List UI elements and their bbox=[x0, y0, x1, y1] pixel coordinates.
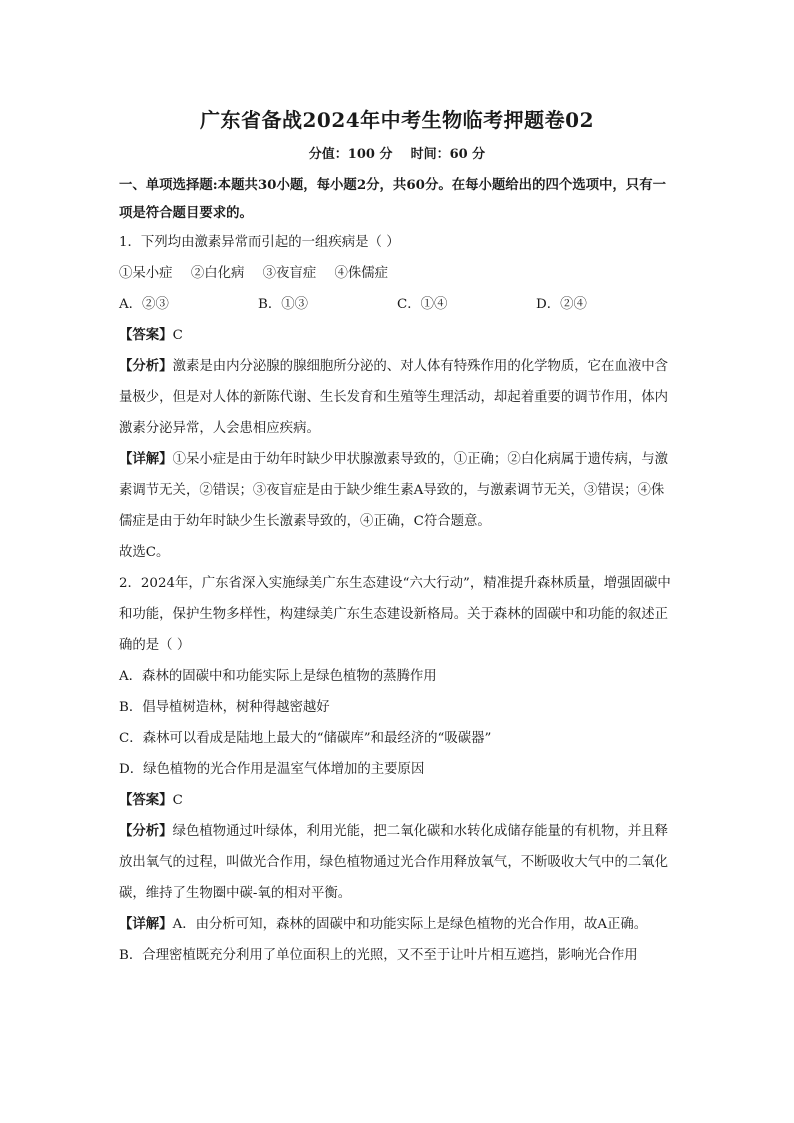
question-1-stem: 1．下列均由激素异常而引起的一组疾病是（ ） bbox=[119, 235, 400, 250]
question-2-analysis bbox=[119, 816, 675, 909]
detail-tag: 【详解】 bbox=[119, 451, 173, 467]
page-title: 广东省备战2024年中考生物临考押题卷02 bbox=[200, 108, 594, 132]
choice-item: ③夜盲症 bbox=[262, 266, 317, 281]
section-heading: 一、单项选择题:本题共30小题，每小题2分，共60分。在每小题给出的四个选项中，只有一项是符合题目要求的。 bbox=[119, 177, 666, 221]
question-1-conclusion: 故选C。 bbox=[119, 545, 170, 560]
question-2-detail bbox=[119, 909, 675, 940]
analysis-tag: 【分析】 bbox=[119, 823, 173, 839]
question-2-answer bbox=[119, 785, 675, 816]
question-1-options bbox=[119, 289, 675, 320]
option-d: D．绿色植物的光合作用是温室气体增加的主要原因 bbox=[119, 762, 425, 777]
analysis-tag: 【分析】 bbox=[119, 358, 173, 374]
analysis-text: 绿色植物通过叶绿体，利用光能，把二氧化碳和水转化成储存能量的有机物，并且释放出氧气的过程，叫做光合作用，绿色植物通过光合作用释放氧气，不断吸收大气中的二氧化碳，维持了生物圈中碳-氧的相对平衡。 bbox=[119, 824, 669, 901]
detail-text: A．由分析可知，森林的固碳中和功能实际上是绿色植物的光合作用，故A正确。 bbox=[172, 917, 648, 932]
option-a: A．②③ bbox=[119, 297, 169, 312]
analysis-text: 激素是由内分泌腺的腺细胞所分泌的、对人体有特殊作用的化学物质，它在血液中含量极少，但是对人体的新陈代谢、生长发育和生殖等生理活动，却起着重要的调节作用，体内激素分泌异常，人会患相应疾病。 bbox=[119, 359, 669, 436]
choice-item: ①呆小症 bbox=[119, 266, 173, 281]
choice-item: ②白化病 bbox=[190, 266, 245, 281]
answer-tag: 【答案】 bbox=[119, 327, 173, 343]
answer-value: C bbox=[172, 328, 183, 343]
score-time-info: 分值：100 分 时间：60 分 bbox=[308, 147, 486, 162]
question-1-analysis bbox=[119, 351, 675, 444]
question-1-choices bbox=[119, 258, 675, 289]
question-2-stem: 2．2024年，广东省深入实施绿美广东生态建设“六大行动”，精准提升森林质量，增强固碳中和功能，保护生物多样性，构建绿美广东生态建设新格局。关于森林的固碳中和功能的叙述正确的是（ ） bbox=[119, 576, 671, 653]
option-c: C．①④ bbox=[397, 297, 448, 312]
option-a: A．森林的固碳中和功能实际上是绿色植物的蒸腾作用 bbox=[119, 669, 437, 684]
answer-value: C bbox=[172, 793, 183, 808]
question-2-detail-b: B．合理密植既充分利用了单位面积上的光照，又不至于让叶片相互遮挡，影响光合作用 bbox=[119, 948, 638, 963]
choice-item: ④侏儒症 bbox=[334, 266, 389, 281]
question-1-answer bbox=[119, 320, 675, 351]
option-d: D．②④ bbox=[536, 297, 587, 312]
detail-tag: 【详解】 bbox=[119, 916, 173, 932]
option-c: C．森林可以看成是陆地上最大的“储碳库”和最经济的“吸碳器” bbox=[119, 731, 492, 746]
question-1-detail bbox=[119, 444, 675, 537]
option-b: B．倡导植树造林，树种得越密越好 bbox=[119, 700, 330, 715]
option-b: B．①③ bbox=[258, 297, 309, 312]
answer-tag: 【答案】 bbox=[119, 792, 173, 808]
detail-text: ①呆小症是由于幼年时缺少甲状腺激素导致的，①正确；②白化病属于遗传病，与激素调节无关，②错误；③夜盲症是由于缺少维生素A导致的，与激素调节无关，③错误；④侏儒症是由于幼年时缺少生长激素导致的，④正确，C符合题意。 bbox=[119, 452, 669, 529]
